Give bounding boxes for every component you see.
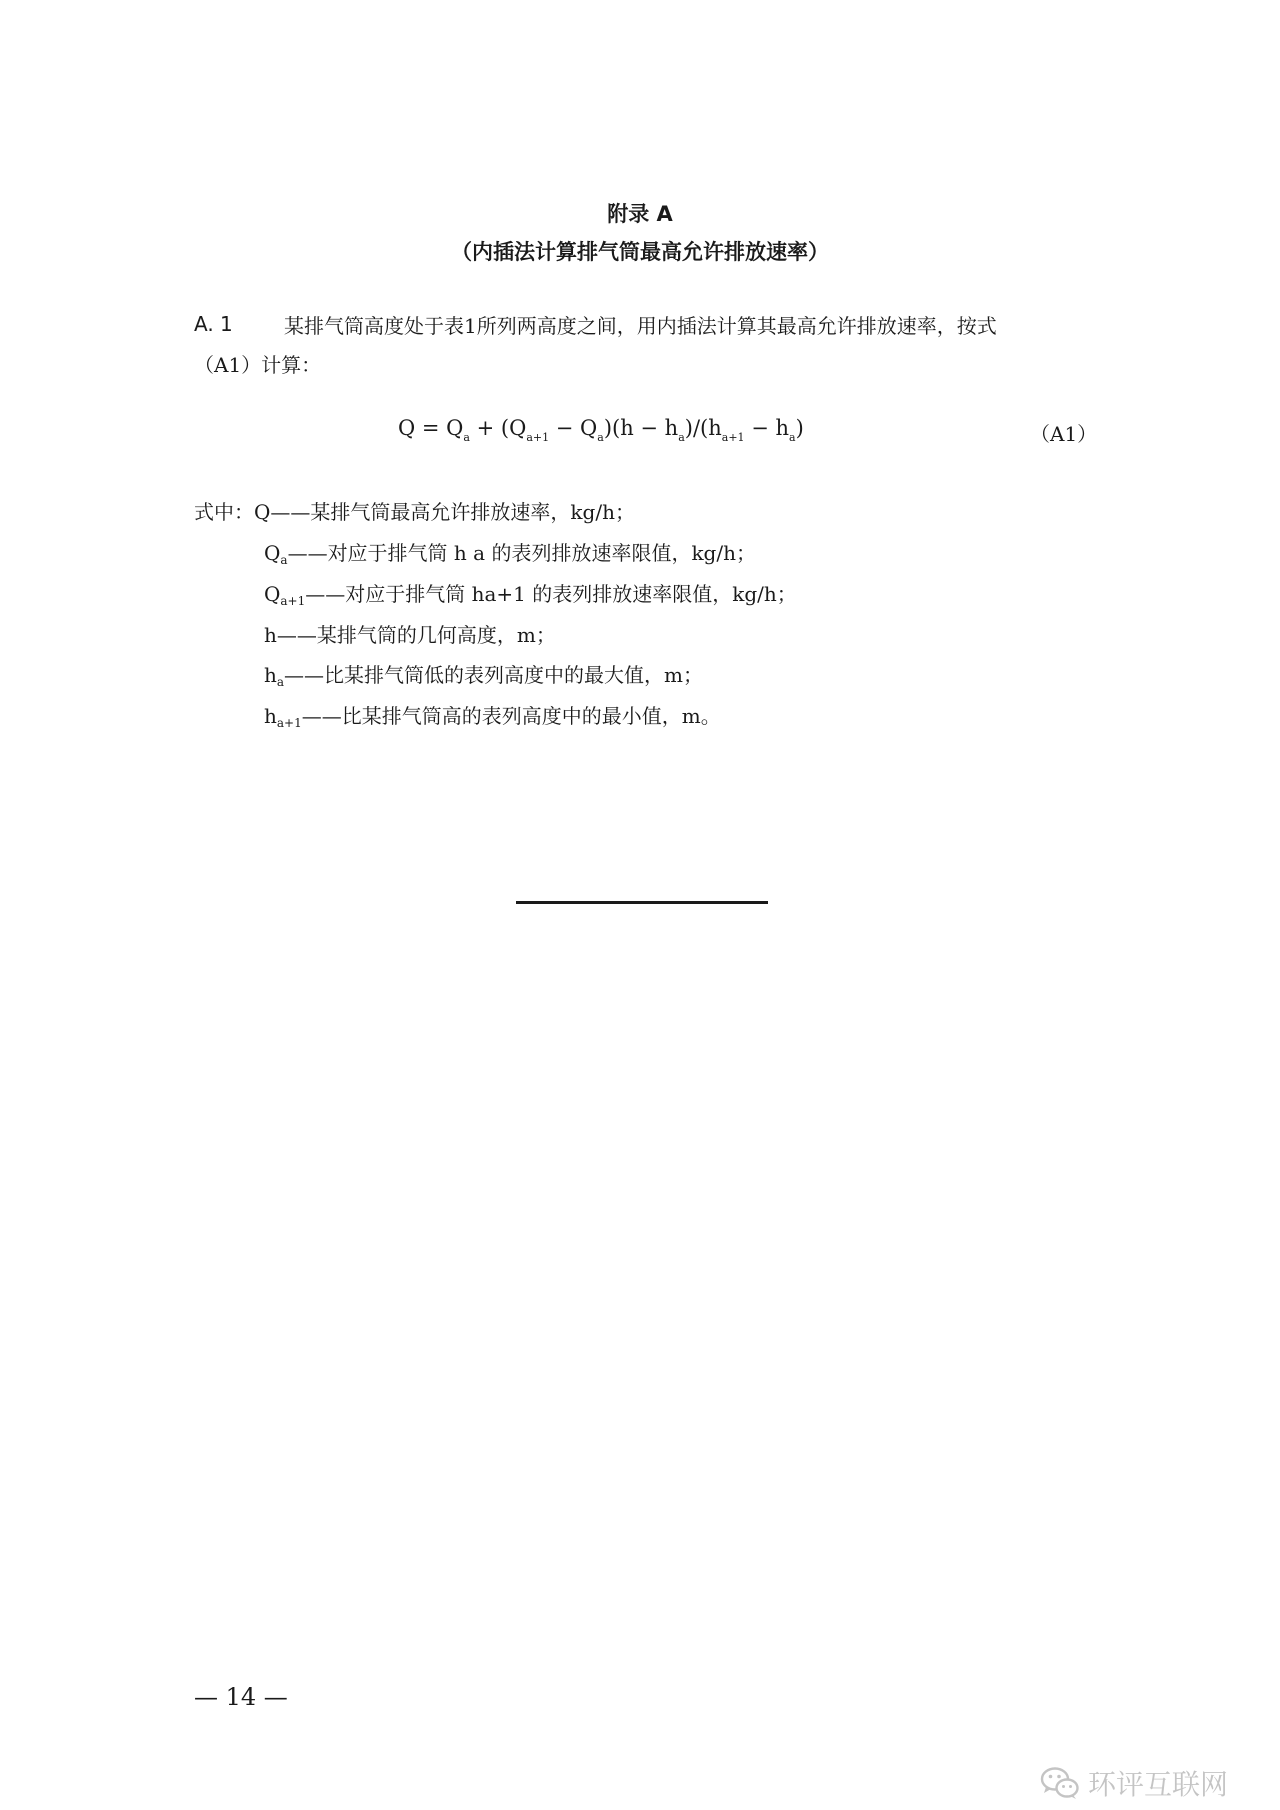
clause-number: A. 1: [194, 312, 233, 336]
formula-subscript: a: [678, 431, 685, 444]
formula-subscript: a: [789, 431, 796, 444]
definition-symbol: h: [264, 663, 277, 687]
watermark-text: 环评互联网: [1088, 1768, 1229, 1801]
formula-subscript: a: [597, 431, 604, 444]
clause-text-line-2: （A1）计算：: [194, 353, 322, 377]
formula-subscript: a+1: [526, 431, 550, 444]
formula-part: + (Q: [469, 416, 527, 440]
definition-subscript: a+1: [280, 594, 306, 608]
definition-item-qa1: [264, 578, 797, 608]
definition-text: ——对应于排气筒 h a 的表列排放速率限值，kg/h；: [287, 541, 756, 565]
formula-subscript: a+1: [721, 431, 745, 444]
definitions-intro: 式中：: [194, 500, 254, 524]
definition-text: ——某排气筒的几何高度，m；: [276, 623, 556, 647]
definition-item-h: [264, 619, 556, 648]
definition-subscript: a: [280, 553, 288, 567]
formula-part: ): [795, 416, 804, 440]
wechat-icon: [1040, 1766, 1080, 1800]
definition-text: ——某排气筒最高允许排放速率，kg/h；: [270, 500, 635, 524]
definition-symbol: h: [264, 623, 277, 647]
end-rule: [516, 901, 768, 904]
formula-subscript: a: [463, 431, 470, 444]
definition-text: ——比某排气筒低的表列高度中的最大值，m；: [284, 663, 704, 687]
formula-a1: [398, 416, 804, 444]
page-number: — 14 —: [194, 1683, 288, 1711]
definition-symbol: Q: [264, 541, 281, 565]
definition-subscript: a: [276, 675, 285, 689]
definition-item-q: [194, 496, 635, 525]
definition-symbol: Q: [264, 582, 281, 606]
definition-item-ha: [264, 659, 703, 689]
formula-label: （A1）: [1030, 422, 1098, 446]
definition-text: ——比某排气筒高的表列高度中的最小值，m。: [301, 704, 721, 728]
definition-item-ha1: [264, 700, 721, 730]
clause-text-line-1: 某排气筒高度处于表1所列两高度之间，用内插法计算其最高允许排放速率，按式: [284, 314, 997, 338]
definition-symbol: h: [264, 704, 277, 728]
watermark: [1040, 1763, 1228, 1803]
formula-part: − Q: [549, 416, 598, 440]
definition-subscript: a+1: [276, 716, 302, 730]
formula-part: Q = Q: [398, 416, 464, 440]
appendix-title: 附录 A: [607, 202, 673, 226]
definition-text: ——对应于排气筒 ha+1 的表列排放速率限值，kg/h；: [305, 582, 797, 606]
appendix-subtitle: （内插法计算排气筒最高允许排放速率）: [451, 240, 829, 264]
formula-part: )(h − h: [603, 416, 679, 440]
definition-item-qa: [264, 537, 756, 567]
formula-part: − h: [744, 416, 790, 440]
formula-part: )/(h: [684, 416, 722, 440]
definition-symbol: Q: [254, 500, 271, 524]
